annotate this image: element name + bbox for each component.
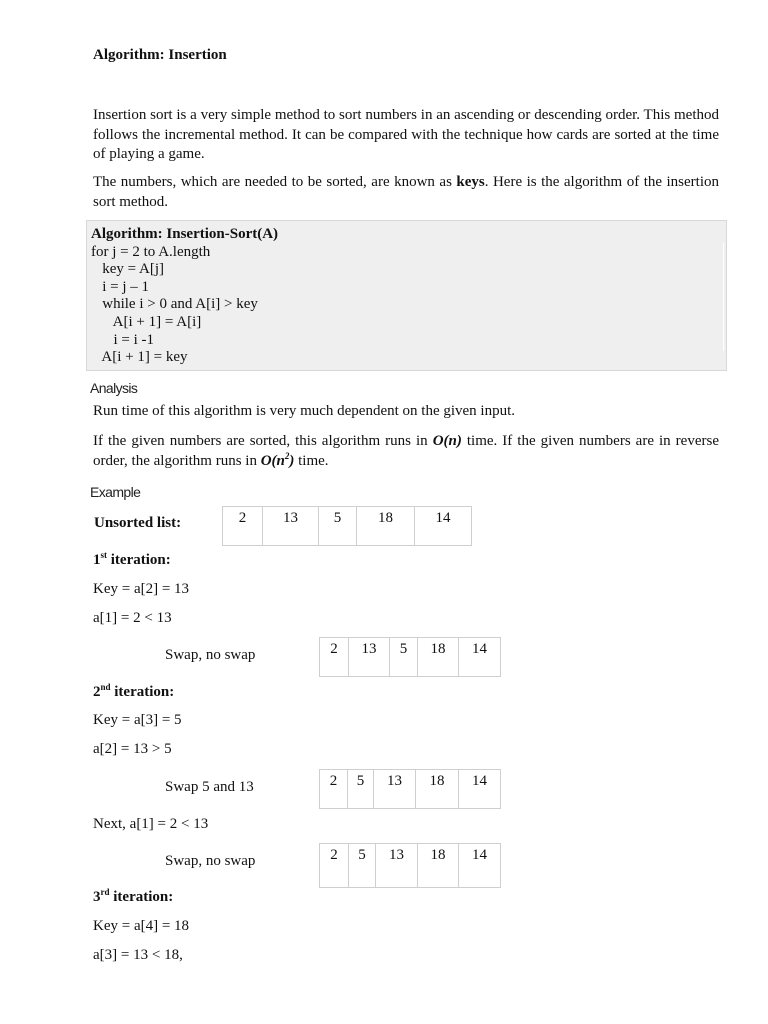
code-line: key = A[j] — [91, 261, 165, 278]
iteration-2-action-2: Swap, no swap — [165, 853, 256, 869]
iteration-number: 2 — [93, 684, 101, 700]
array-cell: 5 — [390, 638, 418, 677]
analysis-text: time. If the given numbers are in reverse order, the algorithm runs in — [93, 433, 719, 469]
iteration-2-heading — [93, 684, 174, 701]
code-header: Algorithm: Insertion-Sort(A) — [91, 226, 279, 242]
iteration-ordinal: st — [100, 550, 107, 560]
array-cell: 18 — [416, 770, 459, 809]
array-cell: 14 — [459, 844, 501, 888]
iteration-1-heading — [93, 552, 171, 569]
iteration-3-heading — [93, 889, 173, 906]
iteration-ordinal: rd — [100, 887, 110, 897]
array-cell: 14 — [459, 638, 501, 677]
complexity-on: O(n) — [432, 433, 462, 449]
keys-term: keys — [456, 174, 485, 190]
array-cell: 5 — [349, 844, 376, 888]
complexity-on2 — [260, 450, 295, 469]
analysis-text-end: time. — [294, 452, 329, 469]
intro-paragraph-2 — [93, 173, 719, 212]
complexity-on2-base: O(n — [260, 452, 285, 469]
array-cell: 14 — [459, 770, 501, 809]
code-line: while i > 0 and A[i] > key — [91, 296, 258, 313]
analysis-text: If the given numbers are sorted, this algorithm runs in — [93, 433, 433, 449]
page-title: Algorithm: Insertion — [93, 47, 227, 63]
code-line: A[i + 1] = key — [91, 349, 188, 366]
array-cell: 13 — [349, 638, 390, 677]
iteration-number: 3 — [93, 889, 101, 905]
code-block-divider — [723, 243, 724, 351]
code-line: i = j – 1 — [91, 278, 150, 295]
iteration-label: iteration: — [109, 889, 174, 905]
array-cell: 18 — [418, 844, 459, 888]
array-cell: 2 — [320, 770, 348, 809]
array-cell: 13 — [263, 507, 319, 546]
array-cell: 2 — [320, 638, 349, 677]
array-cell: 18 — [418, 638, 459, 677]
intro-paragraph-1: Insertion sort is a very simple method to sort numbers in an ascending or descending order. This method follows the incremental method. It can be compared with the technique how cards are sorted at the time of playing a game. — [93, 107, 719, 162]
iteration-1-compare: a[1] = 2 < 13 — [93, 610, 172, 626]
array-cell: 14 — [415, 507, 472, 546]
array-cell: 2 — [320, 844, 349, 888]
intro-text: The numbers, which are needed to be sorted, are known as — [93, 174, 457, 190]
iteration-ordinal: nd — [100, 682, 111, 692]
iteration-3-compare: a[3] = 13 < 18, — [93, 947, 183, 963]
iteration-1-action: Swap, no swap — [165, 647, 256, 663]
iteration-2-compare: a[2] = 13 > 5 — [93, 741, 172, 757]
complexity-close: ) — [289, 452, 295, 469]
iteration-label: iteration: — [107, 552, 171, 568]
unsorted-label: Unsorted list: — [94, 515, 182, 531]
unsorted-array — [222, 506, 472, 546]
complexity-exponent: 2 — [284, 450, 290, 461]
example-heading: Example — [90, 484, 141, 500]
analysis-paragraph-1: Run time of this algorithm is very much dependent on the given input. — [93, 403, 516, 419]
array-cell: 5 — [348, 770, 374, 809]
array-cell: 5 — [319, 507, 357, 546]
analysis-heading: Analysis — [90, 380, 138, 396]
array-cell: 18 — [357, 507, 415, 546]
array-cell: 2 — [223, 507, 263, 546]
iteration-1-array — [319, 637, 501, 677]
array-cell: 13 — [376, 844, 418, 888]
intro-text-end: . Here is the algorithm of the insertion sort method. — [93, 174, 719, 210]
code-line: i = i -1 — [91, 331, 155, 348]
iteration-2-array-2 — [319, 843, 501, 888]
iteration-2-key: Key = a[3] = 5 — [93, 712, 182, 728]
array-cell: 13 — [374, 770, 416, 809]
iteration-2-array — [319, 769, 501, 809]
iteration-2-action: Swap 5 and 13 — [165, 779, 254, 795]
iteration-number: 1 — [93, 552, 101, 568]
analysis-paragraph-2 — [93, 432, 719, 471]
code-line: for j = 2 to A.length — [91, 243, 211, 260]
iteration-3-key: Key = a[4] = 18 — [93, 918, 190, 934]
iteration-label: iteration: — [110, 684, 175, 700]
iteration-1-key: Key = a[2] = 13 — [93, 581, 190, 597]
algorithm-code-block — [86, 220, 727, 371]
code-line: A[i + 1] = A[i] — [91, 313, 202, 330]
iteration-2-next: Next, a[1] = 2 < 13 — [93, 816, 209, 832]
